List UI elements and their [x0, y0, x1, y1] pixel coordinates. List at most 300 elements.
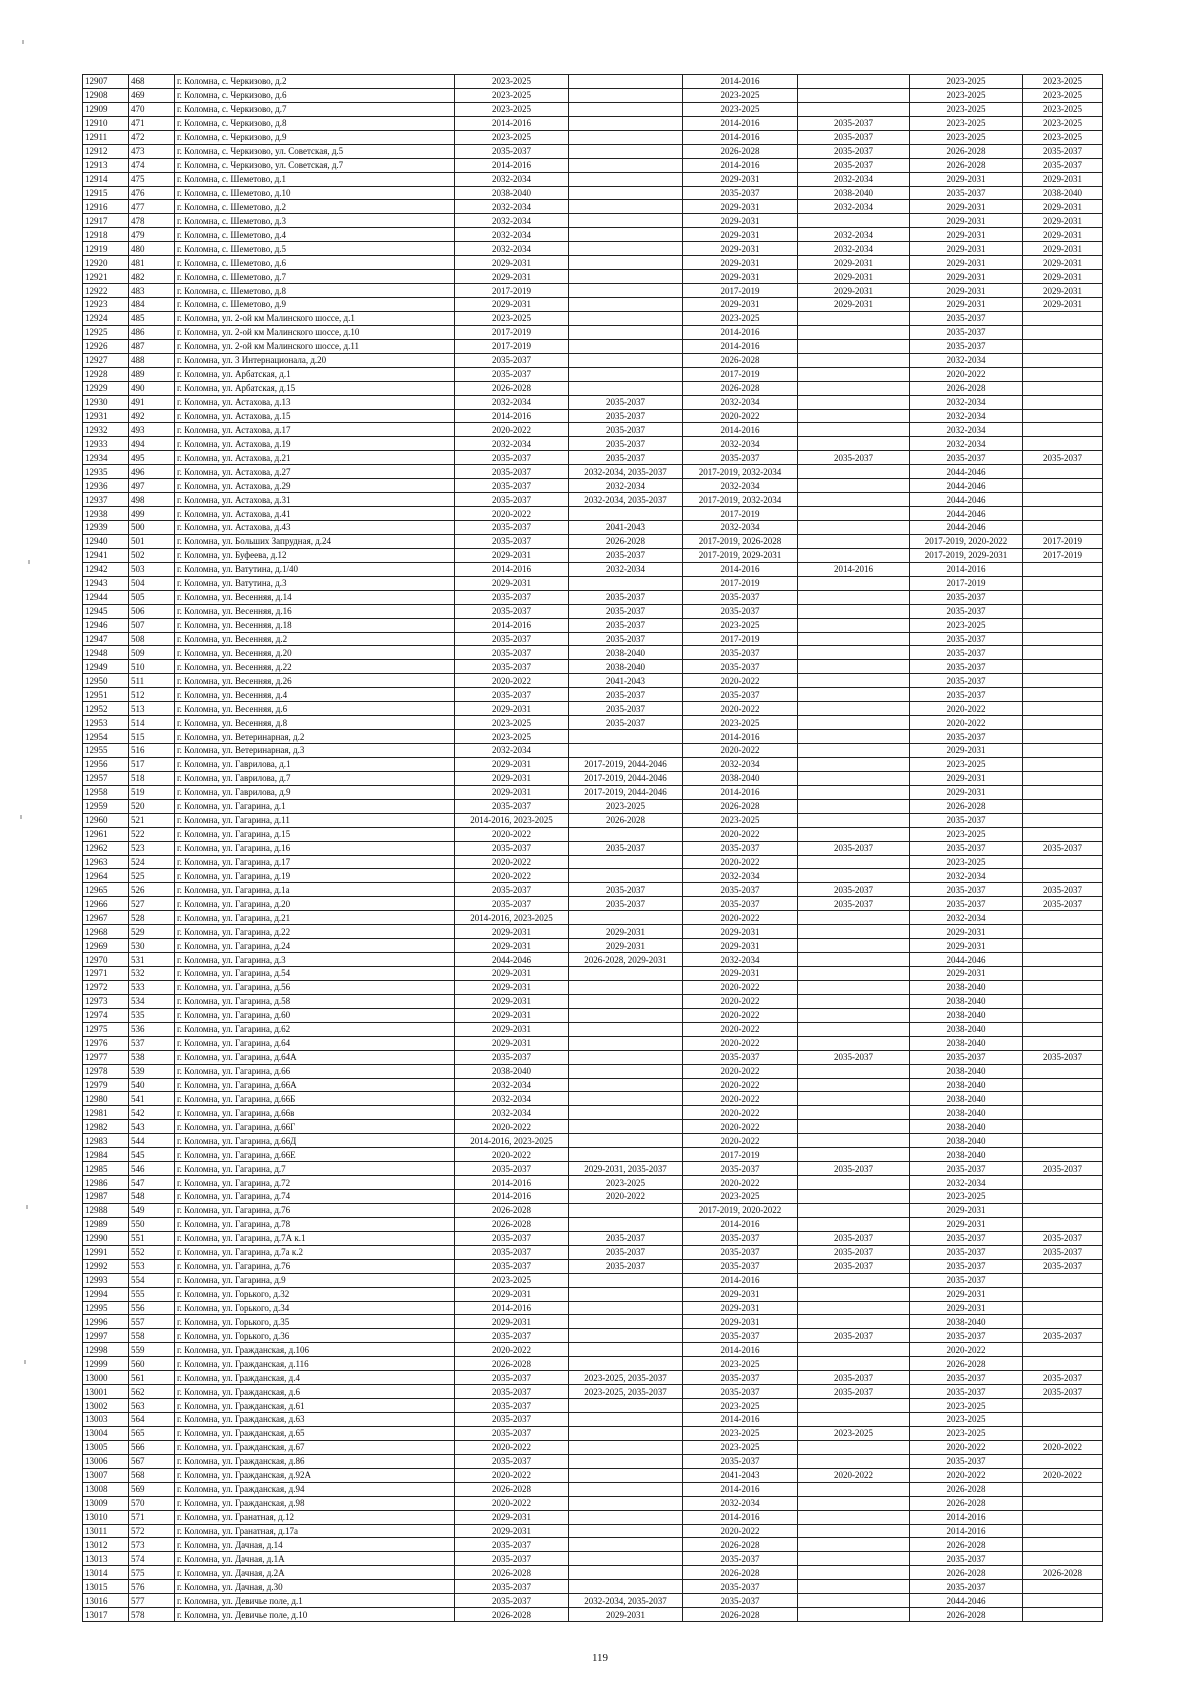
cell-year-range-5: 2029-2031 — [910, 214, 1023, 228]
cell-year-range-1: 2035-2037 — [455, 688, 569, 702]
cell-year-range-5: 2026-2028 — [910, 158, 1023, 172]
cell-year-range-4 — [798, 911, 910, 925]
cell-address: г. Коломна, ул. Дачная, д.14 — [175, 1538, 455, 1552]
cell-year-range-6 — [1023, 325, 1103, 339]
cell-year-range-4 — [798, 1008, 910, 1022]
cell-year-range-5: 2026-2028 — [910, 144, 1023, 158]
cell-address: г. Коломна, ул. Астахова, д.29 — [175, 479, 455, 493]
cell-year-range-6 — [1023, 994, 1103, 1008]
cell-year-range-3: 2029-2031 — [683, 270, 798, 284]
cell-year-range-5: 2014-2016 — [910, 1524, 1023, 1538]
scan-artifact — [22, 40, 24, 44]
cell-year-range-4: 2020-2022 — [798, 1468, 910, 1482]
table-row — [83, 911, 1103, 925]
cell-year-range-3: 2035-2037 — [683, 897, 798, 911]
cell-year-range-2: 2017-2019, 2044-2046 — [569, 771, 683, 785]
cell-year-range-3: 2020-2022 — [683, 1022, 798, 1036]
cell-year-range-5: 2035-2037 — [910, 660, 1023, 674]
cell-year-range-5: 2023-2025 — [910, 1413, 1023, 1427]
cell-year-range-4: 2035-2037 — [798, 116, 910, 130]
cell-year-range-4 — [798, 716, 910, 730]
cell-row-number: 477 — [129, 200, 175, 214]
cell-row-number: 563 — [129, 1399, 175, 1413]
cell-year-range-3: 2029-2031 — [683, 298, 798, 312]
cell-year-range-1: 2017-2019 — [455, 325, 569, 339]
cell-year-range-3: 2032-2034 — [683, 479, 798, 493]
cell-year-range-3: 2023-2025 — [683, 1357, 798, 1371]
cell-year-range-2: 2029-2031 — [569, 925, 683, 939]
cell-row-number: 564 — [129, 1413, 175, 1427]
cell-year-range-4: 2035-2037 — [798, 130, 910, 144]
cell-year-range-4 — [798, 618, 910, 632]
cell-year-range-1: 2029-2031 — [455, 548, 569, 562]
cell-year-range-2: 2029-2031 — [569, 1608, 683, 1622]
cell-year-range-1: 2032-2034 — [455, 1092, 569, 1106]
cell-year-range-6 — [1023, 1203, 1103, 1217]
cell-record-id: 12948 — [83, 646, 129, 660]
cell-record-id: 13011 — [83, 1524, 129, 1538]
cell-row-number: 499 — [129, 507, 175, 521]
cell-record-id: 12931 — [83, 409, 129, 423]
cell-row-number: 492 — [129, 409, 175, 423]
cell-row-number: 485 — [129, 311, 175, 325]
cell-year-range-4 — [798, 688, 910, 702]
cell-address: г. Коломна, ул. Весенняя, д.18 — [175, 618, 455, 632]
document-sheet — [82, 74, 1102, 1622]
cell-year-range-1: 2020-2022 — [455, 1148, 569, 1162]
cell-year-range-6 — [1023, 1301, 1103, 1315]
cell-year-range-6 — [1023, 1413, 1103, 1427]
cell-year-range-2 — [569, 730, 683, 744]
cell-record-id: 12957 — [83, 771, 129, 785]
cell-row-number: 541 — [129, 1092, 175, 1106]
cell-address: г. Коломна, с. Шеметово, д.10 — [175, 186, 455, 200]
cell-year-range-5: 2017-2019 — [910, 576, 1023, 590]
cell-address: г. Коломна, ул. Гагарина, д.9 — [175, 1273, 455, 1287]
table-row — [83, 116, 1103, 130]
cell-year-range-3: 2029-2031 — [683, 1287, 798, 1301]
cell-year-range-4: 2035-2037 — [798, 1371, 910, 1385]
cell-row-number: 555 — [129, 1287, 175, 1301]
cell-address: г. Коломна, с. Шеметово, д.5 — [175, 242, 455, 256]
cell-year-range-1: 2029-2031 — [455, 785, 569, 799]
cell-year-range-4 — [798, 744, 910, 758]
cell-year-range-1: 2029-2031 — [455, 980, 569, 994]
cell-row-number: 553 — [129, 1259, 175, 1273]
table-row — [83, 1371, 1103, 1385]
cell-address: г. Коломна, ул. Девичье поле, д.10 — [175, 1608, 455, 1622]
cell-row-number: 523 — [129, 841, 175, 855]
cell-year-range-2 — [569, 1440, 683, 1454]
cell-year-range-3: 2023-2025 — [683, 1426, 798, 1440]
cell-record-id: 13016 — [83, 1594, 129, 1608]
cell-row-number: 540 — [129, 1078, 175, 1092]
cell-row-number: 488 — [129, 353, 175, 367]
cell-address: г. Коломна, ул. Гагарина, д.72 — [175, 1176, 455, 1190]
cell-year-range-3: 2020-2022 — [683, 674, 798, 688]
cell-year-range-3: 2020-2022 — [683, 827, 798, 841]
cell-year-range-5: 2038-2040 — [910, 1064, 1023, 1078]
cell-year-range-1: 2038-2040 — [455, 186, 569, 200]
cell-address: г. Коломна, ул. Гагарина, д.66в — [175, 1106, 455, 1120]
cell-record-id: 13017 — [83, 1608, 129, 1622]
cell-year-range-3: 2017-2019 — [683, 284, 798, 298]
cell-year-range-3: 2017-2019 — [683, 576, 798, 590]
cell-row-number: 516 — [129, 744, 175, 758]
cell-year-range-6 — [1023, 1120, 1103, 1134]
cell-year-range-5: 2035-2037 — [910, 813, 1023, 827]
cell-year-range-6: 2029-2031 — [1023, 172, 1103, 186]
cell-address: г. Коломна, ул. Весенняя, д.8 — [175, 716, 455, 730]
cell-row-number: 521 — [129, 813, 175, 827]
cell-year-range-3: 2032-2034 — [683, 953, 798, 967]
cell-row-number: 566 — [129, 1440, 175, 1454]
cell-record-id: 13008 — [83, 1482, 129, 1496]
cell-row-number: 550 — [129, 1217, 175, 1231]
cell-year-range-1: 2044-2046 — [455, 953, 569, 967]
cell-year-range-3: 2017-2019 — [683, 1148, 798, 1162]
cell-record-id: 12978 — [83, 1064, 129, 1078]
cell-year-range-5: 2044-2046 — [910, 953, 1023, 967]
cell-row-number: 478 — [129, 214, 175, 228]
cell-year-range-3: 2014-2016 — [683, 423, 798, 437]
cell-year-range-4 — [798, 1301, 910, 1315]
cell-year-range-3: 2032-2034 — [683, 521, 798, 535]
cell-year-range-1: 2035-2037 — [455, 451, 569, 465]
cell-row-number: 495 — [129, 451, 175, 465]
cell-year-range-5: 2044-2046 — [910, 493, 1023, 507]
cell-year-range-1: 2023-2025 — [455, 102, 569, 116]
cell-record-id: 12913 — [83, 158, 129, 172]
cell-year-range-6 — [1023, 1106, 1103, 1120]
cell-row-number: 533 — [129, 980, 175, 994]
cell-record-id: 12927 — [83, 353, 129, 367]
cell-year-range-6: 2017-2019 — [1023, 534, 1103, 548]
cell-year-range-2 — [569, 980, 683, 994]
cell-year-range-2: 2026-2028, 2029-2031 — [569, 953, 683, 967]
cell-record-id: 12930 — [83, 395, 129, 409]
cell-address: г. Коломна, ул. 2-ой км Малинского шоссе, д.10 — [175, 325, 455, 339]
cell-year-range-4 — [798, 757, 910, 771]
cell-year-range-4 — [798, 1134, 910, 1148]
cell-record-id: 13003 — [83, 1413, 129, 1427]
cell-year-range-1: 2029-2031 — [455, 1315, 569, 1329]
cell-year-range-5: 2026-2028 — [910, 1566, 1023, 1580]
cell-row-number: 490 — [129, 381, 175, 395]
cell-row-number: 510 — [129, 660, 175, 674]
cell-year-range-4 — [798, 604, 910, 618]
cell-record-id: 12968 — [83, 925, 129, 939]
cell-year-range-1: 2035-2037 — [455, 144, 569, 158]
cell-year-range-6 — [1023, 855, 1103, 869]
cell-address: г. Коломна, ул. Ветеринарная, д.3 — [175, 744, 455, 758]
table-body — [83, 75, 1103, 1622]
cell-year-range-3: 2029-2031 — [683, 256, 798, 270]
cell-year-range-1: 2029-2031 — [455, 1287, 569, 1301]
cell-year-range-5: 2020-2022 — [910, 1440, 1023, 1454]
cell-year-range-1: 2020-2022 — [455, 855, 569, 869]
cell-year-range-2 — [569, 1036, 683, 1050]
cell-year-range-4 — [798, 1273, 910, 1287]
table-row — [83, 1106, 1103, 1120]
cell-row-number: 568 — [129, 1468, 175, 1482]
cell-record-id: 12964 — [83, 869, 129, 883]
table-row — [83, 632, 1103, 646]
table-row — [83, 939, 1103, 953]
cell-year-range-2: 2035-2037 — [569, 548, 683, 562]
cell-year-range-1: 2035-2037 — [455, 1538, 569, 1552]
cell-year-range-6 — [1023, 953, 1103, 967]
table-row — [83, 1301, 1103, 1315]
table-row — [83, 1273, 1103, 1287]
cell-address: г. Коломна, ул. Гражданская, д.65 — [175, 1426, 455, 1440]
cell-year-range-6: 2023-2025 — [1023, 116, 1103, 130]
cell-year-range-5: 2020-2022 — [910, 702, 1023, 716]
table-row — [83, 994, 1103, 1008]
cell-year-range-5: 2044-2046 — [910, 1594, 1023, 1608]
cell-address: г. Коломна, ул. Ветеринарная, д.2 — [175, 730, 455, 744]
cell-year-range-2 — [569, 1343, 683, 1357]
cell-year-range-4 — [798, 423, 910, 437]
cell-year-range-5: 2032-2034 — [910, 423, 1023, 437]
cell-year-range-6 — [1023, 1496, 1103, 1510]
cell-year-range-2: 2041-2043 — [569, 674, 683, 688]
cell-year-range-2 — [569, 869, 683, 883]
cell-address: г. Коломна, ул. Арбатская, д.1 — [175, 367, 455, 381]
table-row — [83, 1524, 1103, 1538]
cell-year-range-3: 2035-2037 — [683, 1580, 798, 1594]
cell-year-range-2 — [569, 1120, 683, 1134]
cell-year-range-1: 2035-2037 — [455, 883, 569, 897]
cell-year-range-6 — [1023, 1078, 1103, 1092]
cell-record-id: 12951 — [83, 688, 129, 702]
cell-year-range-6 — [1023, 1008, 1103, 1022]
cell-record-id: 12980 — [83, 1092, 129, 1106]
cell-year-range-4 — [798, 1036, 910, 1050]
cell-year-range-2: 2026-2028 — [569, 813, 683, 827]
cell-address: г. Коломна, ул. Гражданская, д.98 — [175, 1496, 455, 1510]
table-row — [83, 590, 1103, 604]
cell-year-range-5: 2017-2019, 2020-2022 — [910, 534, 1023, 548]
cell-row-number: 498 — [129, 493, 175, 507]
cell-year-range-4: 2035-2037 — [798, 1050, 910, 1064]
cell-record-id: 13005 — [83, 1440, 129, 1454]
cell-address: г. Коломна, ул. Астахова, д.15 — [175, 409, 455, 423]
table-row — [83, 325, 1103, 339]
cell-year-range-5: 2038-2040 — [910, 1148, 1023, 1162]
cell-address: г. Коломна, ул. Гагарина, д.3 — [175, 953, 455, 967]
cell-year-range-6: 2029-2031 — [1023, 270, 1103, 284]
cell-year-range-3: 2026-2028 — [683, 1608, 798, 1622]
cell-row-number: 493 — [129, 423, 175, 437]
table-row — [83, 1496, 1103, 1510]
cell-year-range-2: 2026-2028 — [569, 534, 683, 548]
cell-row-number: 548 — [129, 1190, 175, 1204]
cell-year-range-3: 2032-2034 — [683, 395, 798, 409]
cell-year-range-2 — [569, 576, 683, 590]
cell-year-range-6 — [1023, 939, 1103, 953]
cell-year-range-1: 2023-2025 — [455, 1273, 569, 1287]
cell-record-id: 12954 — [83, 730, 129, 744]
cell-row-number: 472 — [129, 130, 175, 144]
cell-year-range-3: 2029-2031 — [683, 925, 798, 939]
cell-address: г. Коломна, ул. Гагарина, д.54 — [175, 967, 455, 981]
table-row — [83, 1148, 1103, 1162]
cell-year-range-6 — [1023, 409, 1103, 423]
cell-year-range-5: 2029-2031 — [910, 771, 1023, 785]
cell-year-range-3: 2026-2028 — [683, 799, 798, 813]
cell-year-range-5: 2029-2031 — [910, 1217, 1023, 1231]
repair-schedule-table — [82, 74, 1103, 1622]
cell-year-range-3: 2023-2025 — [683, 102, 798, 116]
cell-year-range-3: 2014-2016 — [683, 130, 798, 144]
cell-row-number: 479 — [129, 228, 175, 242]
cell-year-range-5: 2023-2025 — [910, 88, 1023, 102]
cell-address: г. Коломна, ул. Гаврилова, д.1 — [175, 757, 455, 771]
cell-record-id: 12973 — [83, 994, 129, 1008]
cell-address: г. Коломна, ул. Гражданская, д.94 — [175, 1482, 455, 1496]
cell-row-number: 556 — [129, 1301, 175, 1315]
cell-year-range-3: 2023-2025 — [683, 1399, 798, 1413]
cell-year-range-4 — [798, 1176, 910, 1190]
cell-year-range-6: 2035-2037 — [1023, 1162, 1103, 1176]
cell-year-range-3: 2035-2037 — [683, 646, 798, 660]
table-row — [83, 967, 1103, 981]
cell-record-id: 12960 — [83, 813, 129, 827]
cell-year-range-6 — [1023, 1426, 1103, 1440]
cell-row-number: 567 — [129, 1454, 175, 1468]
cell-year-range-2 — [569, 855, 683, 869]
cell-year-range-1: 2023-2025 — [455, 716, 569, 730]
cell-row-number: 546 — [129, 1162, 175, 1176]
table-row — [83, 479, 1103, 493]
cell-row-number: 505 — [129, 590, 175, 604]
cell-year-range-6 — [1023, 1064, 1103, 1078]
cell-year-range-5: 2026-2028 — [910, 799, 1023, 813]
cell-year-range-2 — [569, 284, 683, 298]
cell-year-range-6 — [1023, 1217, 1103, 1231]
cell-year-range-4 — [798, 409, 910, 423]
cell-year-range-2 — [569, 911, 683, 925]
cell-year-range-6 — [1023, 799, 1103, 813]
table-row — [83, 730, 1103, 744]
cell-year-range-5: 2029-2031 — [910, 967, 1023, 981]
cell-row-number: 549 — [129, 1203, 175, 1217]
cell-record-id: 12947 — [83, 632, 129, 646]
cell-year-range-5: 2035-2037 — [910, 1580, 1023, 1594]
cell-record-id: 12910 — [83, 116, 129, 130]
cell-year-range-5: 2023-2025 — [910, 102, 1023, 116]
cell-row-number: 528 — [129, 911, 175, 925]
cell-year-range-4 — [798, 1594, 910, 1608]
table-row — [83, 1385, 1103, 1399]
cell-record-id: 12950 — [83, 674, 129, 688]
cell-row-number: 471 — [129, 116, 175, 130]
cell-address: г. Коломна, ул. Астахова, д.27 — [175, 465, 455, 479]
cell-year-range-5: 2035-2037 — [910, 646, 1023, 660]
cell-address: г. Коломна, ул. Гагарина, д.24 — [175, 939, 455, 953]
cell-year-range-1: 2032-2034 — [455, 1078, 569, 1092]
cell-year-range-3: 2020-2022 — [683, 994, 798, 1008]
cell-year-range-4 — [798, 827, 910, 841]
cell-year-range-4: 2035-2037 — [798, 144, 910, 158]
cell-address: г. Коломна, ул. Астахова, д.21 — [175, 451, 455, 465]
cell-year-range-6: 2035-2037 — [1023, 897, 1103, 911]
cell-year-range-6 — [1023, 757, 1103, 771]
cell-year-range-4 — [798, 1078, 910, 1092]
cell-year-range-6: 2029-2031 — [1023, 298, 1103, 312]
cell-address: г. Коломна, ул. Гагарина, д.62 — [175, 1022, 455, 1036]
cell-year-range-5: 2020-2022 — [910, 1468, 1023, 1482]
cell-year-range-3: 2035-2037 — [683, 841, 798, 855]
cell-year-range-2 — [569, 507, 683, 521]
cell-year-range-6: 2035-2037 — [1023, 1050, 1103, 1064]
cell-record-id: 13012 — [83, 1538, 129, 1552]
cell-year-range-4 — [798, 465, 910, 479]
cell-year-range-1: 2035-2037 — [455, 465, 569, 479]
cell-year-range-6: 2029-2031 — [1023, 200, 1103, 214]
cell-record-id: 12983 — [83, 1134, 129, 1148]
cell-row-number: 557 — [129, 1315, 175, 1329]
cell-year-range-2 — [569, 1538, 683, 1552]
cell-row-number: 480 — [129, 242, 175, 256]
cell-record-id: 12940 — [83, 534, 129, 548]
cell-record-id: 12993 — [83, 1273, 129, 1287]
cell-year-range-3: 2014-2016 — [683, 1343, 798, 1357]
cell-year-range-6 — [1023, 521, 1103, 535]
cell-row-number: 507 — [129, 618, 175, 632]
cell-record-id: 12971 — [83, 967, 129, 981]
cell-year-range-1: 2029-2031 — [455, 270, 569, 284]
cell-row-number: 514 — [129, 716, 175, 730]
cell-year-range-2 — [569, 1050, 683, 1064]
table-row — [83, 451, 1103, 465]
cell-row-number: 572 — [129, 1524, 175, 1538]
cell-year-range-6: 2035-2037 — [1023, 883, 1103, 897]
cell-address: г. Коломна, с. Черкизово, д.2 — [175, 75, 455, 89]
cell-year-range-4 — [798, 1510, 910, 1524]
cell-address: г. Коломна, ул. Дачная, д.1А — [175, 1552, 455, 1566]
cell-year-range-2: 2035-2037 — [569, 618, 683, 632]
cell-year-range-1: 2029-2031 — [455, 1510, 569, 1524]
cell-year-range-6 — [1023, 1594, 1103, 1608]
cell-year-range-3: 2023-2025 — [683, 1190, 798, 1204]
cell-year-range-2 — [569, 1217, 683, 1231]
cell-year-range-5: 2035-2037 — [910, 1273, 1023, 1287]
cell-year-range-6 — [1023, 423, 1103, 437]
cell-year-range-6 — [1023, 1343, 1103, 1357]
cell-year-range-6 — [1023, 493, 1103, 507]
cell-year-range-5: 2035-2037 — [910, 1454, 1023, 1468]
table-row — [83, 869, 1103, 883]
cell-year-range-4 — [798, 1064, 910, 1078]
cell-year-range-1: 2014-2016 — [455, 409, 569, 423]
cell-year-range-2 — [569, 1482, 683, 1496]
cell-year-range-3: 2026-2028 — [683, 353, 798, 367]
cell-year-range-3: 2035-2037 — [683, 1552, 798, 1566]
cell-year-range-4: 2035-2037 — [798, 1245, 910, 1259]
cell-year-range-3: 2035-2037 — [683, 1231, 798, 1245]
cell-address: г. Коломна, ул. Астахова, д.19 — [175, 437, 455, 451]
cell-year-range-5: 2035-2037 — [910, 1385, 1023, 1399]
cell-row-number: 565 — [129, 1426, 175, 1440]
table-row — [83, 702, 1103, 716]
cell-year-range-3: 2035-2037 — [683, 660, 798, 674]
cell-record-id: 12916 — [83, 200, 129, 214]
cell-year-range-4: 2032-2034 — [798, 228, 910, 242]
cell-record-id: 13007 — [83, 1468, 129, 1482]
cell-record-id: 12987 — [83, 1190, 129, 1204]
